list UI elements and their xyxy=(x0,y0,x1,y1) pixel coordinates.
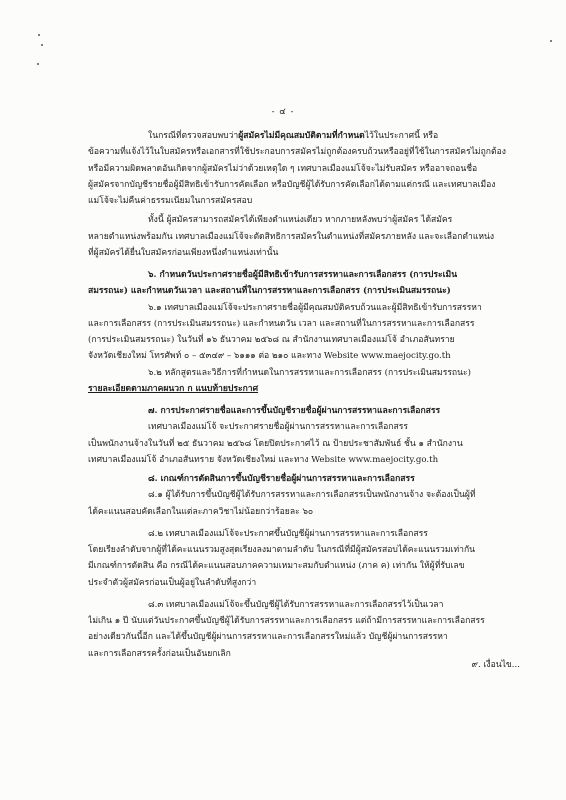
section8: ๘. เกณฑ์การตัดสินการขึ้นบัญชีรายชื่อผู้ผ่านการสรรหาและการเลือกสรร ๘.๑ ผู้ได้รับการขึ้นบัญชีผู้ได้รับการสรรหาและการเลือกสรรเป็นพนักงานจ้าง จะต้องเป็นผู้ที่ ได้คะแนนสอบคัดเลือกในแต่ละภาควิชาไม่น้อยกว่าร้อยละ ๖๐ xyxy=(88,471,524,520)
section5-note: ทั้งนี้ ผู้สมัครสามารถสมัครได้เพียงตำแหน่งเดียว หากภายหลังพบว่าผู้สมัคร ได้สมัคร หลายตำแหน่งพร้อมกัน เทศบาลเมืองแม่โจ้จะตัดสิทธิการสมัครในตำแหน่งที่สมัครภายหลัง และจะเลือกตำแหน่ง ที่ผู้สมัครได้ยื่นใบสมัครก่อนเพียงหนึ่งตำแหน่งเท่านั้น xyxy=(88,215,495,258)
document-body xyxy=(88,128,524,662)
page-number: - ๔ - xyxy=(271,107,295,117)
section7-heading: ๗. การประกาศรายชื่อและการขึ้นบัญชีรายชื่อผู้ผ่านการสรรหาและการเลือกสรร xyxy=(148,406,441,416)
scan-speck xyxy=(37,63,39,65)
section6-heading: ๖. กำหนดวันประกาศรายชื่อผู้มีสิทธิเข้ารับการสรรหาและการเลือกสรร (การประเมิน สมรรถนะ) และกำหนดวันเวลา และสถานที่ในการสรรหาและการเลือกสรร (การประเมินสมรรถนะ) xyxy=(88,270,458,297)
scan-speck xyxy=(41,44,43,46)
section6-2: ๖.๒ หลักสูตรและวิธีการที่กำหนดในการสรรหาและการเลือกสรร (การประเมินสมรรถนะ) รายละเอียดตามภาคผนวก ก แนบท้ายประกาศ xyxy=(88,367,471,394)
section5-paragraph: ในกรณีที่ตรวจสอบพบว่าผู้สมัครไม่มีคุณสมบัติตามที่กำหนดไว้ในประกาศนี้ หรือ ข้อความที่แจ้งไว้ในใบสมัครหรือเอกสารที่ใช้ประกอบการสมัครไม่ถูกต้องครบถ้วนหรืออยู่ที่ใช้ในการสมัครไม่ถูกต้อง หรือมีความผิดพลาดอันเกิดจากผู้สมัครไม่ว่าด้วยเหตุใด ๆ เทศบาลเมืองแม่โจ้จะไม่รับสมัคร หรืออาจถอนชื่อ ผู้สมัครจากบัญชีรายชื่อผู้มีสิทธิเข้ารับการคัดเลือก หรือบัญชีผู้ได้รับการคัดเลือกได้ตามแต่กรณี และเทศบาลเมือง แม่โจ้จะไม่คืนค่าธรรมเนียมในการสมัครสอบ xyxy=(88,131,506,206)
section8-2: ๘.๒ เทศบาลเมืองแม่โจ้จะประกาศขึ้นบัญชีผู้ผ่านการสรรหาและการเลือกสรร โดยเรียงลำดับจากผู้ที่ได้คะแนนรวมสูงสุดเรียงลงมาตามลำดับ ในกรณีที่มีผู้สมัครสอบได้คะแนนรวมเท่ากัน มีเกณฑ์การตัดสิน คือ กรณีได้คะแนนสอบภาคความเหมาะสมกับตำแหน่ง (ภาค ค) เท่ากัน ให้ผู้ที่รับเลข ประจำตัวผู้สมัครก่อนเป็นผู้อยู่ในลำดับที่สูงกว่า xyxy=(88,528,476,588)
appendix-reference: รายละเอียดตามภาคผนวก ก แนบท้ายประกาศ xyxy=(88,383,259,394)
section8-3: ๘.๓ เทศบาลเมืองแม่โจ้จะขึ้นบัญชีผู้ได้รับการสรรหาและการเลือกสรรไว้เป็นเวลา ไม่เกิน ๑ ปี นับแต่วันประกาศขึ้นบัญชีผู้ได้รับการสรรหาและการเลือกสรร แต่ถ้ามีการสรรหาและการเลือกสรร อย่างเดียวกันนี้อีก และได้ขึ้นบัญชีผู้ผ่านการสรรหาและการเลือกสรรใหม่แล้ว บัญชีผู้ผ่านการสรรหา และการเลือกสรรครั้งก่อนเป็นอันยกเลิก xyxy=(88,599,485,659)
section8-heading: ๘. เกณฑ์การตัดสินการขึ้นบัญชีรายชื่อผู้ผ่านการสรรหาและการเลือกสรร xyxy=(148,474,415,484)
scan-speck xyxy=(550,40,552,42)
scan-speck xyxy=(38,34,40,36)
section7: ๗. การประกาศรายชื่อและการขึ้นบัญชีรายชื่อผู้ผ่านการสรรหาและการเลือกสรร เทศบาลเมืองแม่โจ้ จะประกาศรายชื่อผู้ผ่านการสรรหาและการเลือกสรร เป็นพนักงานจ้างในวันที่ ๒๕ ธันวาคม ๒๕๖๘ โดยปิดประกาศไว้ ณ ป้ายประชาสัมพันธ์ ชั้น ๑ สำนักงาน เทศบาลเมืองแม่โจ้ อำเภอสันทราย จังหวัดเชียงใหม่ และทาง Website www.maejocity.go.th xyxy=(88,403,524,468)
section6-1: ๖.๑ เทศบาลเมืองแม่โจ้จะประกาศรายชื่อผู้มีคุณสมบัติครบถ้วนและผู้มีสิทธิเข้ารับการสรรหา และการเลือกสรร (การประเมินสมรรถนะ) และกำหนดวัน เวลา และสถานที่ในการสรรหาและการเลือกสรร (การประเมินสมรรถนะ) ในวันที่ ๑๖ ธันวาคม ๒๕๖๘ ณ สำนักงานเทศบาลเมืองแม่โจ้ อำเภอสันทราย จังหวัดเชียงใหม่ โทรศัพท์ ๐ – ๕๓๔๙ – ๖๑๑๑ ต่อ ๒๑๐ และทาง Website www.maejocity.go.th xyxy=(88,302,482,362)
continuation-footer: ๙. เงื่อนไข... xyxy=(471,660,520,670)
